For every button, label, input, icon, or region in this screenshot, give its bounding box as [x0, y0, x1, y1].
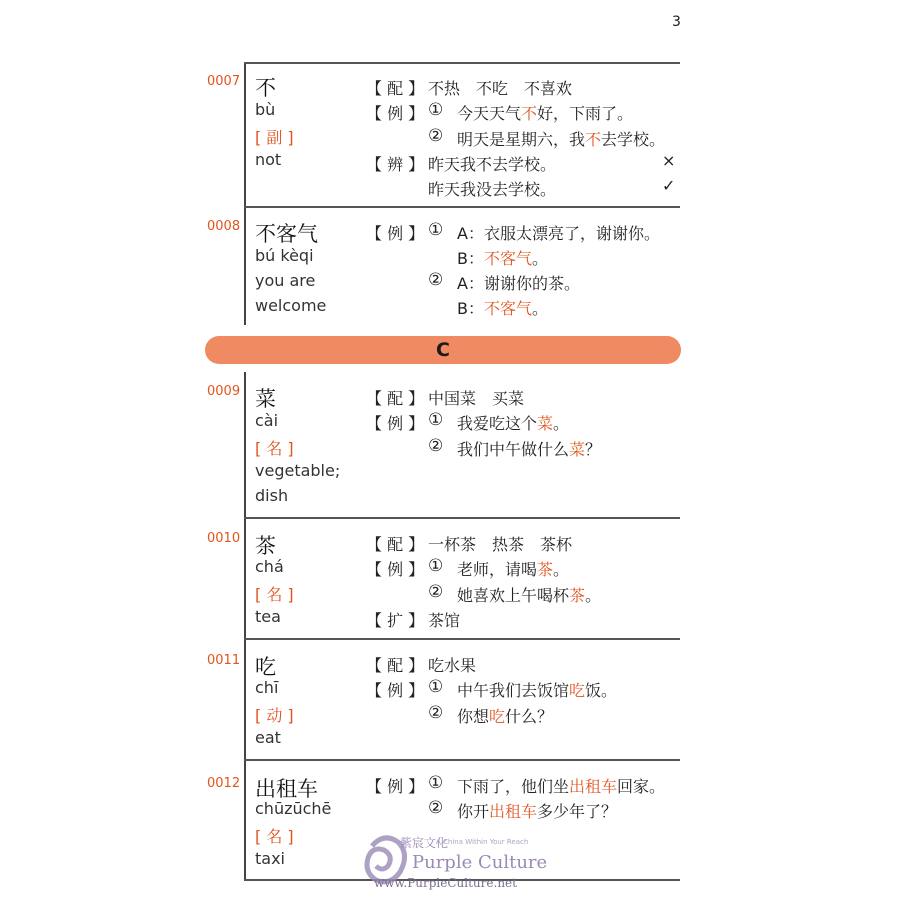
- page-number: 3: [672, 14, 681, 30]
- example-sentence: 你想吃什么？: [457, 707, 554, 726]
- label-example: 【 例 】: [366, 681, 425, 700]
- divider: [244, 638, 680, 640]
- entry-index: 0009: [207, 384, 241, 399]
- label-collocation: 【 配 】: [366, 656, 425, 675]
- cross-icon: ×: [662, 151, 676, 170]
- entry-index: 0010: [207, 531, 241, 546]
- pinyin: chá: [255, 557, 284, 576]
- entry-index: 0007: [207, 74, 241, 89]
- example-number: ②: [428, 798, 444, 818]
- entry-index: 0012: [207, 776, 241, 791]
- label-collocation: 【 配 】: [366, 389, 425, 408]
- label-collocation: 【 配 】: [366, 79, 425, 98]
- headword: 茶: [255, 534, 276, 558]
- extend-text: 茶馆: [428, 611, 461, 630]
- part-of-speech: [ 名 ]: [255, 439, 294, 458]
- part-of-speech: [ 名 ]: [255, 585, 294, 604]
- example-number: ①: [428, 556, 444, 576]
- entry-index: 0011: [207, 653, 241, 668]
- collocation-text: 一杯茶 热茶 茶杯: [428, 535, 573, 554]
- pinyin: chūzūchē: [255, 799, 332, 818]
- collocation-text: 不热 不吃 不喜欢: [428, 79, 573, 98]
- example-number: ①: [428, 410, 444, 430]
- example-sentence: B：不客气。: [457, 249, 549, 268]
- vertical-rule-top: [244, 63, 246, 325]
- example-number: ①: [428, 677, 444, 697]
- english-meaning: taxi: [255, 849, 285, 868]
- example-sentence: 下雨了，他们坐出租车回家。: [457, 777, 666, 796]
- example-sentence: 她喜欢上午喝杯茶。: [457, 586, 602, 605]
- divider: [244, 517, 680, 519]
- label-example: 【 例 】: [366, 777, 425, 796]
- pinyin: cài: [255, 411, 279, 430]
- example-number: ①: [428, 220, 444, 240]
- example-sentence: B：不客气。: [457, 299, 549, 318]
- example-number: ①: [428, 100, 444, 120]
- english-meaning: welcome: [255, 296, 327, 315]
- example-number: ②: [428, 436, 444, 456]
- vertical-rule-bottom: [244, 372, 246, 880]
- distinguish-sentence: 昨天我不去学校。: [428, 155, 557, 174]
- english-meaning: dish: [255, 486, 289, 505]
- example-number: ②: [428, 582, 444, 602]
- english-meaning: tea: [255, 607, 281, 626]
- headword: 不客气: [255, 222, 318, 246]
- example-number: ①: [428, 773, 444, 793]
- part-of-speech: [ 动 ]: [255, 706, 294, 725]
- label-example: 【 例 】: [366, 224, 425, 243]
- example-sentence: 我们中午做什么菜？: [457, 440, 602, 459]
- part-of-speech: [ 名 ]: [255, 827, 294, 846]
- example-number: ②: [428, 126, 444, 146]
- watermark-brand: Purple Culture: [412, 852, 548, 873]
- collocation-text: 吃水果: [428, 656, 477, 675]
- label-example: 【 例 】: [366, 414, 425, 433]
- section-header-c: C: [205, 336, 681, 364]
- headword: 菜: [255, 387, 276, 411]
- label-example: 【 例 】: [366, 560, 425, 579]
- check-icon: ✓: [662, 176, 676, 195]
- example-number: ②: [428, 270, 444, 290]
- english-meaning: you are: [255, 271, 316, 290]
- divider: [244, 206, 680, 208]
- collocation-text: 中国菜 买菜: [428, 389, 525, 408]
- example-sentence: 我爱吃这个菜。: [457, 414, 570, 433]
- example-number: ②: [428, 703, 444, 723]
- headword: 吃: [255, 655, 276, 679]
- watermark-tagline: A China Within Your Reach: [436, 838, 529, 846]
- english-meaning: not: [255, 150, 282, 169]
- pinyin: bú kèqi: [255, 246, 314, 265]
- pinyin: chī: [255, 678, 279, 697]
- pinyin: bù: [255, 100, 276, 119]
- english-meaning: eat: [255, 728, 281, 747]
- divider: [244, 62, 680, 64]
- part-of-speech: [ 副 ]: [255, 128, 294, 147]
- example-sentence: 今天天气不好，下雨了。: [457, 104, 634, 123]
- distinguish-sentence: 昨天我没去学校。: [428, 180, 557, 199]
- example-sentence: A：谢谢你的茶。: [457, 274, 580, 293]
- example-sentence: 明天是星期六，我不去学校。: [457, 130, 666, 149]
- divider: [244, 759, 680, 761]
- watermark-url: www.PurpleCulture.net: [374, 876, 517, 890]
- label-collocation: 【 配 】: [366, 535, 425, 554]
- example-sentence: 你开出租车多少年了？: [457, 802, 618, 821]
- label-distinguish: 【 辨 】: [366, 155, 425, 174]
- watermark-chinese: 紫宸文化: [400, 836, 449, 850]
- label-extend: 【 扩 】: [366, 611, 425, 630]
- example-sentence: 中午我们去饭馆吃饭。: [457, 681, 618, 700]
- example-sentence: A：衣服太漂亮了，谢谢你。: [457, 224, 660, 243]
- entry-index: 0008: [207, 219, 241, 234]
- headword: 出租车: [255, 777, 318, 801]
- label-example: 【 例 】: [366, 104, 425, 123]
- english-meaning: vegetable;: [255, 461, 341, 480]
- headword: 不: [255, 76, 276, 100]
- example-sentence: 老师，请喝茶。: [457, 560, 570, 579]
